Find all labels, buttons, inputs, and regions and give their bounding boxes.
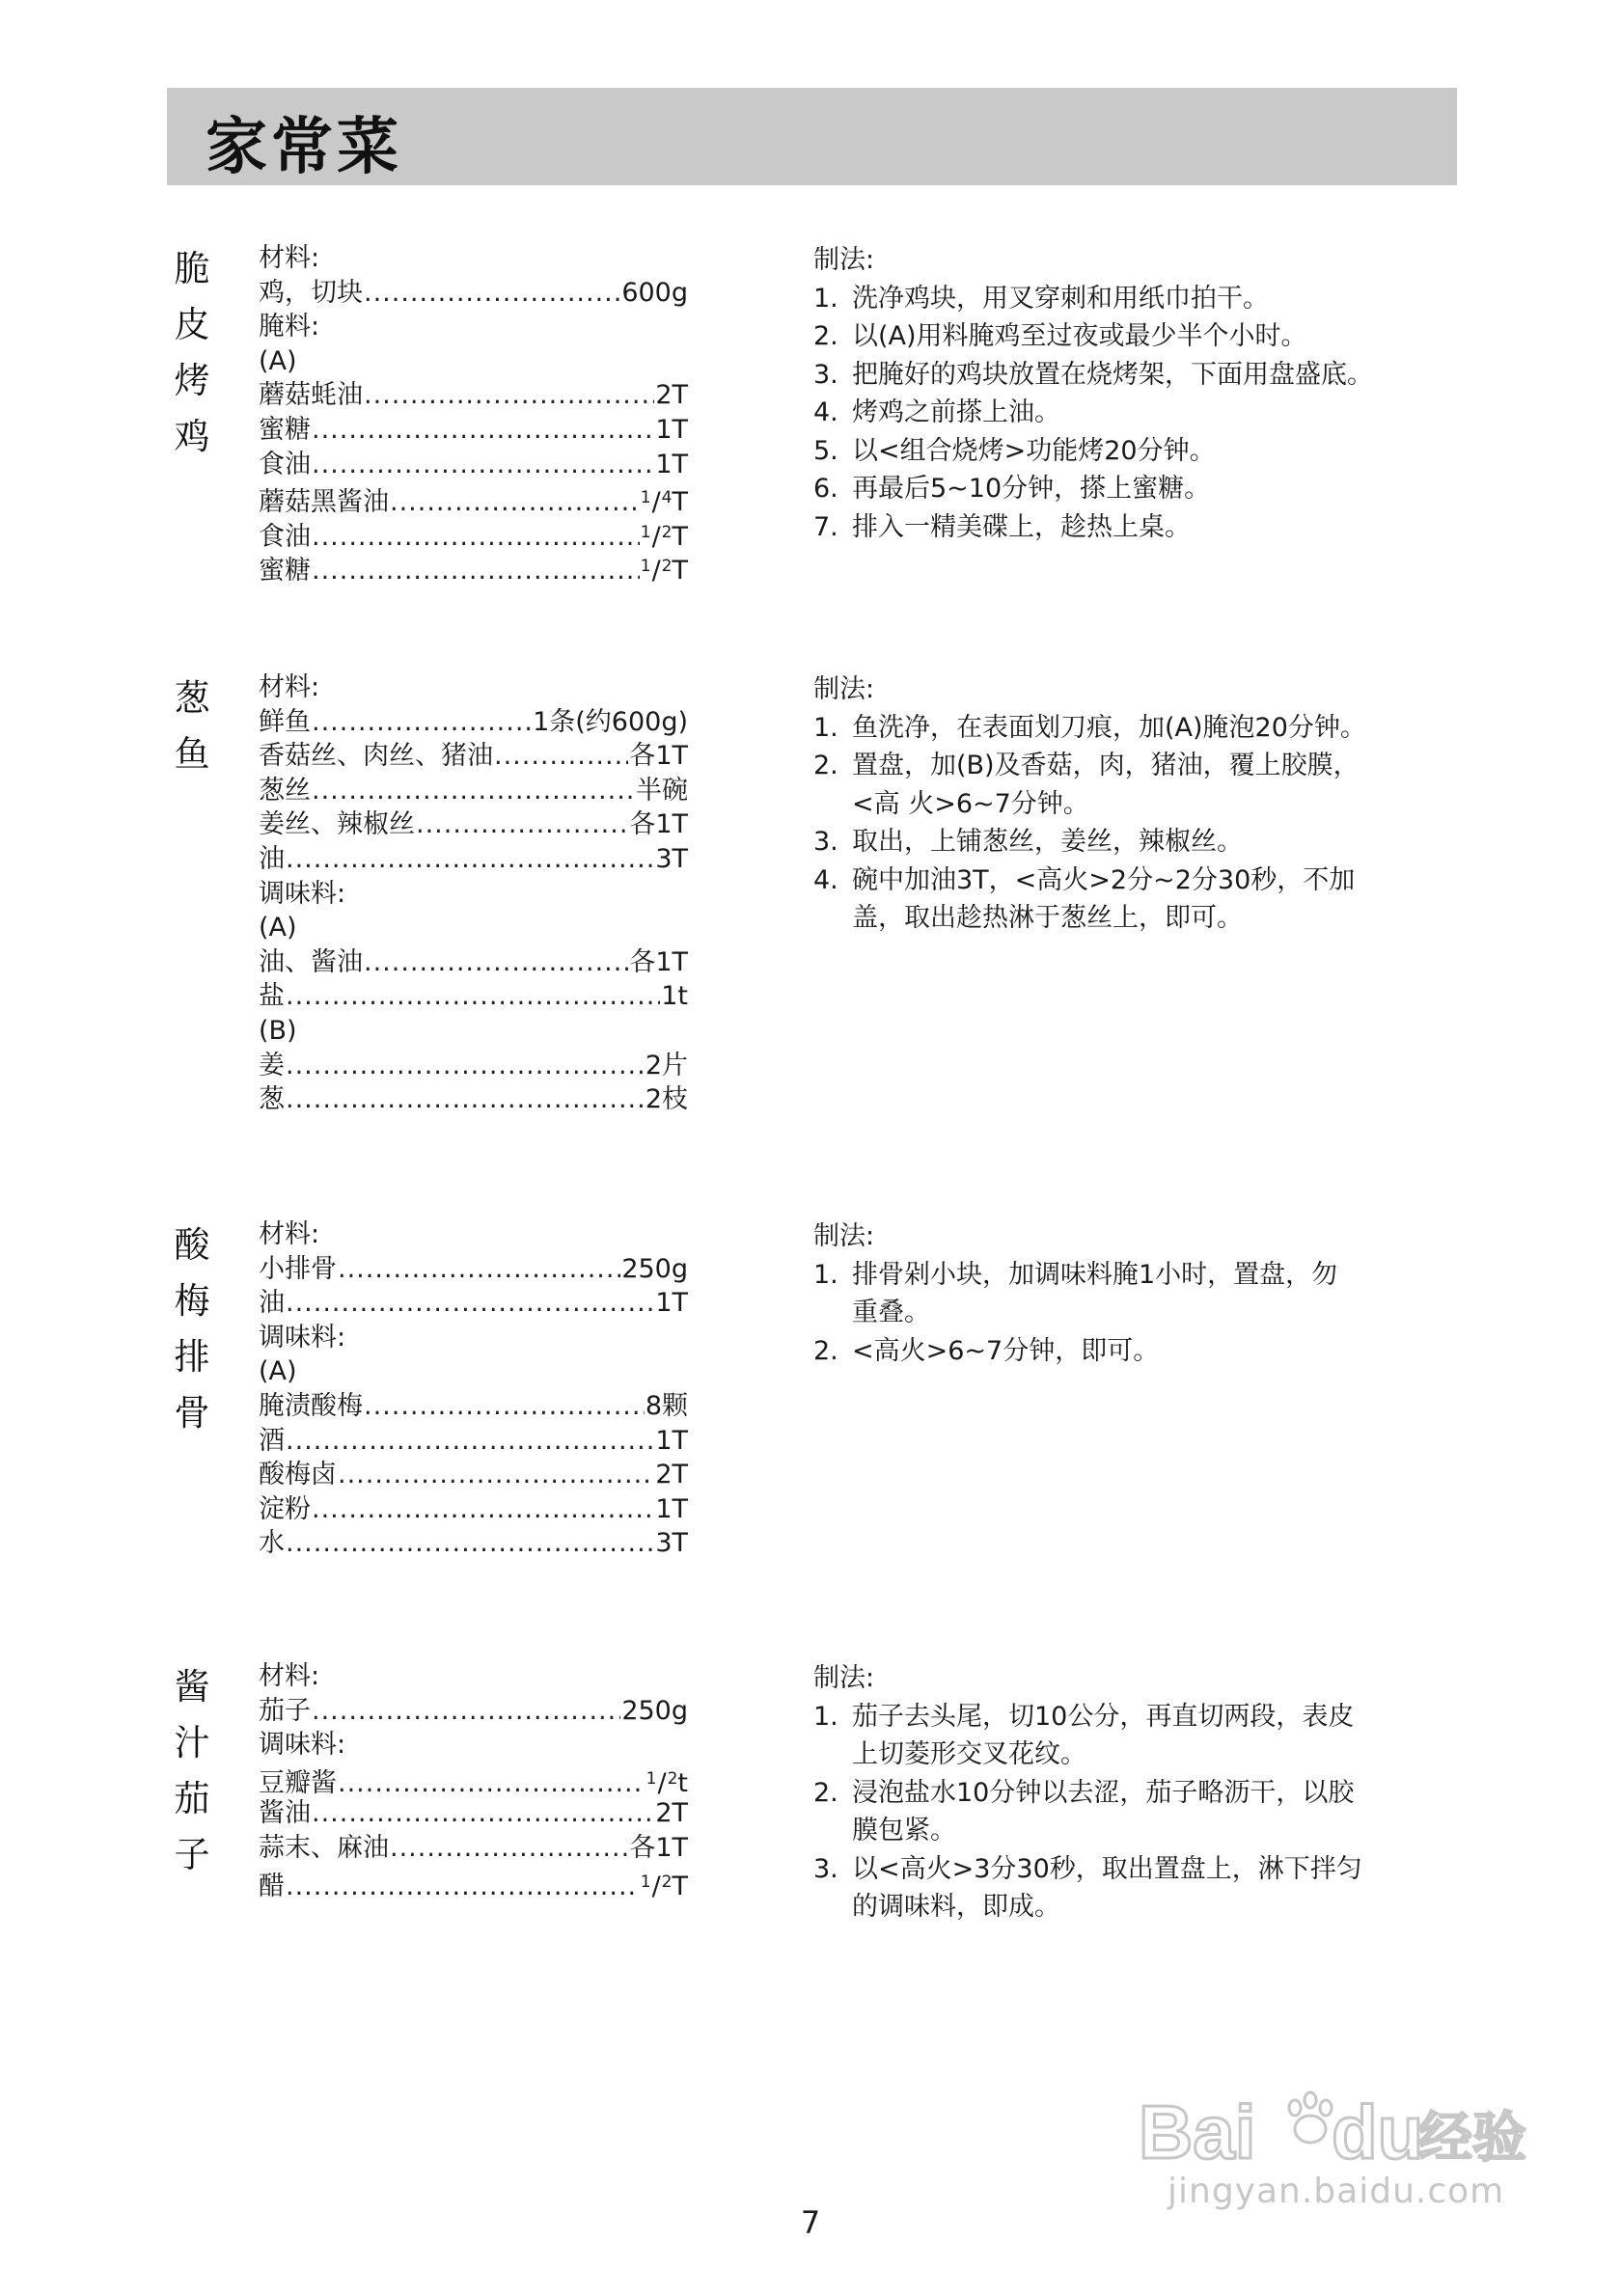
method-step [813, 394, 1470, 432]
ingredient-name: 盐 [259, 981, 285, 1012]
dot-leader [286, 1082, 645, 1117]
ingredients-list [259, 1217, 688, 1561]
dot-leader [364, 1389, 645, 1424]
step-text-line: 以<组合烧烤>功能烤20分钟。 [852, 435, 1216, 466]
ingredient-name: 茄子 [259, 1695, 311, 1726]
fraction-slash: / [657, 1767, 667, 1798]
recipe-vertical-title [168, 1659, 216, 1883]
ingredient-name: 蘑菇黑酱油 [259, 487, 389, 518]
ingredients-list [259, 1659, 688, 1900]
method-section [813, 670, 1470, 938]
ingredient-heading-text: 腌料: [259, 312, 320, 342]
step-text-line: 茄子去头尾，切10公分，再直切两段，表皮 [852, 1701, 1355, 1732]
step-text [852, 1850, 1470, 1927]
ingredients-list [259, 241, 688, 585]
fraction-denominator: 2 [661, 557, 673, 577]
ingredient-quantity: 8颗 [645, 1390, 688, 1421]
step-text-line: 再最后5~10分钟，搽上蜜糖。 [852, 474, 1211, 504]
step-text-line: 洗净鸡块，用叉穿刺和用纸巾拍干。 [852, 283, 1269, 314]
ingredients-list [259, 670, 688, 1117]
ingredient-heading-text: 调味料: [259, 1322, 346, 1353]
fraction-numerator: 1 [640, 488, 651, 508]
step-number: 1. [813, 1259, 838, 1290]
fraction-numerator: 1 [646, 1768, 657, 1789]
method-section [813, 241, 1470, 546]
method-step [813, 470, 1470, 508]
recipe-title-char: 骨 [174, 1392, 210, 1434]
ingredient-line [259, 276, 688, 311]
ingredient-line [259, 1694, 688, 1729]
paw-icon [1289, 2092, 1332, 2143]
fraction-slash: / [651, 1871, 661, 1901]
wm-logo-cn: 经验 [1418, 2107, 1526, 2170]
step-number: 4. [813, 864, 838, 895]
dot-leader [338, 1458, 654, 1492]
method-label: 制法: [813, 1663, 875, 1693]
ingredient-heading [259, 877, 688, 912]
ingredient-heading [259, 1659, 688, 1694]
ingredient-heading-text: 材料: [259, 672, 320, 702]
method-step [813, 747, 1470, 823]
recipe-title-char: 葱 [174, 677, 210, 719]
ingredient-name: 鸡，切块 [259, 277, 363, 308]
ingredient-quantity: 3T [655, 843, 688, 874]
quantity-unit: T [672, 556, 688, 587]
recipe-title-char: 酸 [174, 1224, 210, 1266]
dot-leader [390, 485, 640, 520]
ingredient-line [259, 1458, 688, 1492]
method-step [813, 280, 1470, 318]
step-text-line: 膜包紧。 [852, 1816, 956, 1845]
method-step [813, 861, 1470, 938]
ingredient-line [259, 739, 688, 774]
ingredient-quantity: 3T [655, 1528, 688, 1559]
step-text-line: 排入一精美碟上，趁热上桌。 [852, 511, 1191, 542]
dot-leader [286, 979, 660, 1014]
step-number: 3. [813, 827, 838, 857]
fraction-numerator: 1 [640, 557, 651, 577]
ingredient-line [259, 516, 688, 551]
ingredient-quantity: 2枝 [645, 1084, 688, 1115]
ingredient-quantity: 1T [655, 1425, 688, 1456]
method-step [813, 1256, 1470, 1332]
dot-leader [312, 448, 654, 482]
step-text-line: 排骨剁小块，加调味料腌1小时，置盘，勿 [852, 1259, 1338, 1290]
step-text [852, 1774, 1470, 1850]
step-text-line: 上切菱形交叉花纹。 [852, 1739, 1086, 1769]
recipe-vertical-title [168, 670, 216, 782]
ingredient-quantity: 1T [655, 1493, 688, 1524]
ingredient-quantity [641, 516, 688, 555]
fraction-denominator: 2 [667, 1768, 678, 1789]
ingredient-line [259, 842, 688, 877]
dot-leader [364, 378, 654, 413]
dot-leader [312, 705, 532, 740]
ingredient-name: 醋 [259, 1871, 285, 1901]
ingredient-line [259, 705, 688, 740]
dot-leader [286, 1049, 645, 1083]
fraction-denominator: 4 [661, 488, 673, 508]
dot-leader [312, 1796, 654, 1831]
dot-leader [286, 1870, 640, 1904]
ingredient-heading [259, 310, 688, 344]
method-step [813, 1698, 1470, 1774]
ingredient-heading [259, 1728, 688, 1763]
ingredient-name: 水 [259, 1528, 285, 1559]
ingredient-line [259, 481, 688, 516]
ingredient-heading [259, 344, 688, 379]
ingredient-name: 食油 [259, 521, 311, 552]
step-text [852, 1332, 1470, 1371]
step-number: 5. [813, 435, 838, 466]
dot-leader [364, 276, 620, 311]
fraction-slash: / [651, 556, 661, 587]
ingredient-name: 蘑菇蚝油 [259, 380, 363, 411]
step-text [852, 861, 1470, 938]
step-text [852, 280, 1470, 318]
ingredient-line [259, 774, 688, 808]
ingredient-name: 油 [259, 1288, 285, 1319]
ingredient-quantity: 1T [655, 449, 688, 479]
ingredient-name: 蜜糖 [259, 414, 311, 445]
step-text-line: 置盘，加(B)及香菇，肉，猪油，覆上胶膜， [852, 751, 1360, 780]
step-text-line: 取出，上铺葱丝，姜丝，辣椒丝。 [852, 827, 1243, 857]
fraction-denominator: 2 [661, 522, 673, 542]
step-number: 2. [813, 1335, 838, 1366]
quantity-unit: T [672, 521, 688, 552]
step-number: 2. [813, 751, 838, 780]
step-number: 6. [813, 474, 838, 504]
ingredient-name: 葱丝 [259, 775, 311, 806]
fraction-slash: / [651, 487, 661, 518]
ingredient-heading [259, 1014, 688, 1049]
step-text-line: <高火>6~7分钟，即可。 [852, 1335, 1160, 1366]
ingredient-line [259, 448, 688, 482]
recipe-title-char: 酱 [174, 1666, 210, 1708]
dot-leader [312, 413, 654, 448]
ingredient-heading [259, 670, 688, 705]
quantity-unit: T [672, 1871, 688, 1901]
recipe-title-char: 梅 [174, 1280, 210, 1322]
method-label: 制法: [813, 245, 875, 275]
ingredient-quantity [641, 550, 688, 588]
step-text [852, 823, 1470, 861]
step-text [852, 1256, 1470, 1332]
ingredient-line [259, 945, 688, 980]
method-label: 制法: [813, 674, 875, 704]
ingredient-name: 腌渍酸梅 [259, 1390, 363, 1421]
step-number: 1. [813, 1701, 838, 1732]
step-text-line: 重叠。 [852, 1298, 930, 1327]
wm-logo-text: Bai [1139, 2090, 1256, 2174]
step-number: 3. [813, 359, 838, 390]
method-section [813, 1217, 1470, 1370]
page-number: 7 [800, 2204, 821, 2241]
step-text-line: 盖，取出趁热淋于葱丝上，即可。 [852, 903, 1243, 933]
step-text [852, 508, 1470, 547]
fraction-numerator: 1 [640, 522, 651, 542]
ingredient-quantity: 2T [655, 380, 688, 411]
step-text [852, 747, 1470, 823]
method-section [813, 1659, 1470, 1927]
recipe-title-char: 子 [174, 1834, 210, 1875]
ingredient-quantity [641, 481, 688, 520]
ingredient-heading [259, 911, 688, 945]
ingredient-heading [259, 1354, 688, 1389]
ingredient-quantity: 各1T [629, 741, 688, 772]
quantity-unit: T [672, 487, 688, 518]
step-text-line: 把腌好的鸡块放置在烧烤架，下面用盘盛底。 [852, 359, 1373, 390]
dot-leader [312, 1694, 620, 1729]
dot-leader [390, 1831, 628, 1866]
ingredient-quantity: 1条(约600g) [533, 706, 688, 737]
ingredient-line [259, 1082, 688, 1117]
baidu-paw-logo [1139, 2079, 1534, 2175]
step-text [852, 432, 1470, 471]
step-text [852, 470, 1470, 508]
ingredient-quantity: 250g [621, 1253, 688, 1284]
ingredient-heading [259, 1217, 688, 1252]
recipe-title-char: 烤 [174, 360, 210, 401]
fraction-numerator: 1 [640, 1872, 651, 1892]
ingredient-name: 姜丝、辣椒丝 [259, 809, 415, 840]
dot-leader [416, 807, 628, 842]
ingredient-quantity: 各1T [629, 809, 688, 840]
step-text-line: 鱼洗净，在表面划刀痕，加(A)腌泡20分钟。 [852, 712, 1366, 743]
step-text-line: 碗中加油3T，<高火>2分~2分30秒，不加 [852, 864, 1356, 895]
ingredient-name: 姜 [259, 1050, 285, 1080]
ingredient-name: 蒜末、麻油 [259, 1832, 389, 1863]
baidu-jingyan-watermark [1139, 2079, 1534, 2214]
ingredient-line [259, 1831, 688, 1866]
dot-leader [286, 1526, 654, 1561]
recipe-title-char: 脆 [174, 248, 210, 289]
method-step [813, 356, 1470, 395]
step-text-line: 以(A)用料腌鸡至过夜或最少半个小时。 [852, 321, 1307, 351]
dot-leader [364, 945, 628, 980]
dot-leader [338, 1766, 646, 1801]
step-text [852, 317, 1470, 356]
ingredient-quantity [646, 1763, 688, 1801]
ingredient-name: 蜜糖 [259, 556, 311, 587]
ingredient-name: 食油 [259, 449, 311, 479]
method-step [813, 1850, 1470, 1927]
recipe-title-char: 皮 [174, 304, 210, 345]
step-text-line: <高 火>6~7分钟。 [852, 788, 1089, 819]
ingredient-line [259, 1796, 688, 1831]
section-title: 家常菜 [206, 112, 402, 183]
ingredient-quantity: 1T [655, 1288, 688, 1319]
fraction-denominator: 2 [661, 1872, 673, 1892]
step-text-line: 的调味料，即成。 [852, 1892, 1060, 1922]
ingredient-quantity: 2片 [645, 1050, 688, 1080]
ingredient-line [259, 1389, 688, 1424]
ingredient-quantity [641, 1866, 688, 1904]
ingredient-name: 酒 [259, 1425, 285, 1456]
ingredient-heading-text: (A) [259, 345, 297, 376]
step-number: 3. [813, 1853, 838, 1884]
ingredient-quantity: 1t [661, 981, 688, 1012]
ingredient-line [259, 1286, 688, 1321]
dot-leader [312, 520, 640, 555]
wm-site-url: jingyan.baidu.com [1168, 2172, 1505, 2211]
ingredient-heading-text: 材料: [259, 243, 320, 273]
recipe-vertical-title [168, 241, 216, 465]
ingredient-heading-text: 材料: [259, 1219, 320, 1249]
section-header-bar [167, 88, 1457, 185]
ingredient-line [259, 807, 688, 842]
step-number: 4. [813, 397, 838, 427]
step-number: 1. [813, 283, 838, 314]
method-step [813, 1332, 1470, 1371]
ingredient-name: 豆瓣酱 [259, 1767, 337, 1798]
ingredient-heading-text: 调味料: [259, 878, 346, 909]
quantity-unit: t [677, 1767, 688, 1798]
step-number: 2. [813, 321, 838, 351]
dot-leader [286, 842, 654, 877]
recipe-title-char: 汁 [174, 1722, 210, 1763]
step-text-line: 浸泡盐水10分钟以去涩，茄子略沥干，以胶 [852, 1777, 1355, 1808]
step-text [852, 1698, 1470, 1774]
step-text [852, 356, 1470, 395]
ingredient-name: 葱 [259, 1084, 285, 1115]
ingredient-quantity: 2T [655, 1798, 688, 1829]
method-label: 制法: [813, 1221, 875, 1251]
ingredient-quantity: 600g [621, 277, 688, 308]
wm-logo-text-2: du [1332, 2090, 1424, 2174]
dot-leader [286, 1286, 654, 1321]
ingredient-line [259, 378, 688, 413]
step-text-line: 烤鸡之前搽上油。 [852, 397, 1060, 427]
step-number: 1. [813, 712, 838, 743]
ingredient-name: 油、酱油 [259, 946, 363, 977]
dot-leader [312, 554, 640, 588]
step-text [852, 394, 1470, 432]
method-step [813, 1774, 1470, 1850]
ingredient-line [259, 1526, 688, 1561]
ingredient-line [259, 1492, 688, 1527]
method-step [813, 709, 1470, 748]
ingredient-quantity: 250g [621, 1695, 688, 1726]
dot-leader [312, 1492, 654, 1527]
recipe-title-char: 鸡 [174, 416, 210, 457]
ingredient-heading [259, 241, 688, 276]
ingredient-line [259, 1252, 688, 1287]
dot-leader [338, 1252, 620, 1287]
ingredient-name: 酸梅卤 [259, 1460, 337, 1490]
ingredient-heading-text: 材料: [259, 1661, 320, 1691]
ingredient-name: 油 [259, 843, 285, 874]
ingredient-name: 香菇丝、肉丝、猪油 [259, 741, 493, 772]
method-step [813, 823, 1470, 861]
ingredient-quantity: 1T [655, 414, 688, 445]
recipe-title-char: 茄 [174, 1778, 210, 1819]
step-text [852, 709, 1470, 748]
step-number: 7. [813, 511, 838, 542]
ingredient-line [259, 1763, 688, 1797]
fraction-slash: / [651, 521, 661, 552]
ingredient-name: 淀粉 [259, 1493, 311, 1524]
ingredient-heading-text: (A) [259, 1356, 297, 1387]
method-step [813, 317, 1470, 356]
ingredient-name: 鲜鱼 [259, 706, 311, 737]
ingredient-quantity: 各1T [629, 946, 688, 977]
step-text-line: 以<高火>3分30秒，取出置盘上，淋下拌匀 [852, 1853, 1362, 1884]
ingredient-quantity: 2T [655, 1460, 688, 1490]
ingredient-line [259, 1049, 688, 1083]
ingredient-heading-text: (B) [259, 1015, 297, 1046]
recipe-title-char: 鱼 [174, 733, 210, 775]
recipe-title-char: 排 [174, 1336, 210, 1378]
ingredient-heading-text: (A) [259, 913, 297, 943]
ingredient-quantity: 各1T [629, 1832, 688, 1863]
ingredient-name: 酱油 [259, 1798, 311, 1829]
ingredient-name: 小排骨 [259, 1253, 337, 1284]
method-step [813, 508, 1470, 547]
ingredient-line [259, 413, 688, 448]
method-step [813, 432, 1470, 471]
step-number: 2. [813, 1777, 838, 1808]
dot-leader [312, 774, 635, 808]
dot-leader [494, 739, 628, 774]
ingredient-line [259, 979, 688, 1014]
ingredient-line [259, 1866, 688, 1900]
ingredient-line [259, 1424, 688, 1459]
dot-leader [286, 1424, 654, 1459]
recipe-vertical-title [168, 1217, 216, 1441]
ingredient-quantity: 半碗 [636, 775, 688, 806]
ingredient-line [259, 550, 688, 585]
ingredient-heading-text: 调味料: [259, 1730, 346, 1761]
ingredient-heading [259, 1321, 688, 1355]
